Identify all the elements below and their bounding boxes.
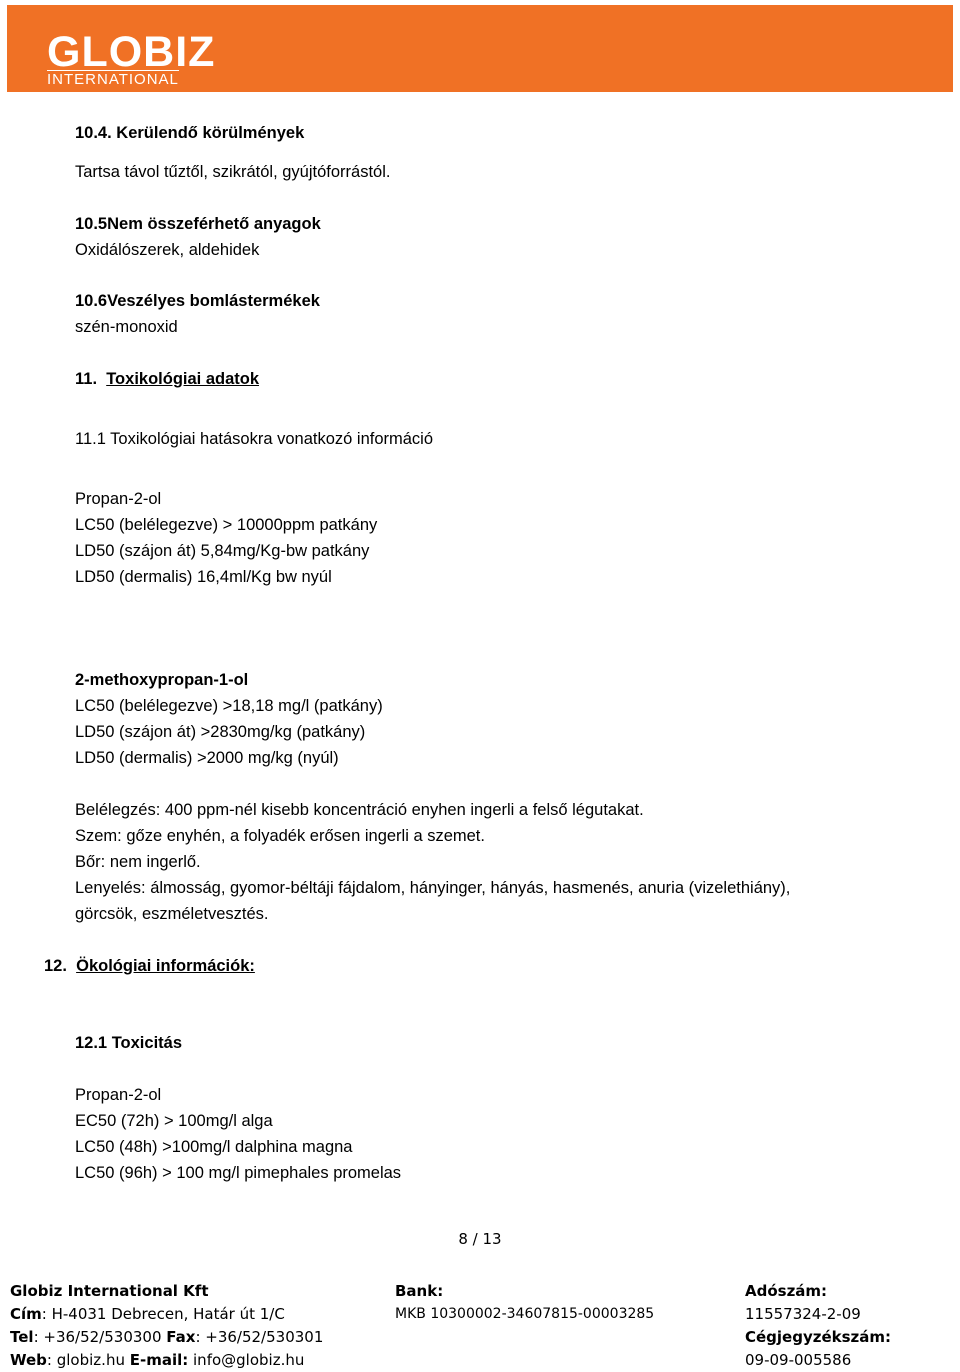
footer-phone-fax: Tel: +36/52/530300 Fax: +36/52/530301 <box>10 1328 324 1346</box>
logo-main-text: GLOBIZ <box>47 28 216 76</box>
header-banner <box>7 5 953 92</box>
effect-line: Lenyelés: álmosság, gyomor-béltáji fájdalom, hányinger, hányás, hasmenés, anuria (vizelethiány), <box>75 879 791 897</box>
section-10-4-heading: 10.4. Kerülendő körülmények <box>75 124 305 142</box>
section-11-number: 11. <box>75 370 98 388</box>
footer-tax-number: 11557324-2-09 <box>745 1305 861 1323</box>
footer-web-email: Web: globiz.hu E-mail: info@globiz.hu <box>10 1351 305 1369</box>
section-10-5-heading: 10.5Nem összeférhető anyagok <box>75 215 321 233</box>
eco-propan-title: Propan-2-ol <box>75 1086 162 1104</box>
footer-reg-number: 09-09-005586 <box>745 1351 852 1369</box>
section-12-number: 12. <box>44 957 67 975</box>
propan-line: LC50 (belélegezve) > 10000ppm patkány <box>75 516 378 534</box>
footer-bank-column <box>395 1280 654 1326</box>
footer-address: Cím: H-4031 Debrecen, Határ út 1/C <box>10 1305 285 1323</box>
effect-line: Szem: gőze enyhén, a folyadék erősen ingerli a szemet. <box>75 827 485 845</box>
section-10-6-text: szén-monoxid <box>75 318 178 336</box>
propan-line: LD50 (dermalis) 16,4ml/Kg bw nyúl <box>75 568 332 586</box>
methoxy-line: LD50 (szájon át) >2830mg/kg (patkány) <box>75 723 366 741</box>
section-10-5-text: Oxidálószerek, aldehidek <box>75 241 260 259</box>
footer-registration-column <box>745 1280 891 1372</box>
effect-line: Bőr: nem ingerlő. <box>75 853 201 871</box>
eco-line: LC50 (48h) >100mg/l dalphina magna <box>75 1138 353 1156</box>
section-12-1-heading: 12.1 Toxicitás <box>75 1034 183 1052</box>
effect-line: görcsök, eszméletvesztés. <box>75 905 269 923</box>
section-10-4-text: Tartsa távol tűztől, szikrától, gyújtóforrástól. <box>75 163 391 181</box>
section-12-heading <box>44 956 255 976</box>
section-11-heading <box>75 369 259 389</box>
section-11-title: Toxikológiai adatok <box>106 370 260 388</box>
methoxy-line: LC50 (belélegezve) >18,18 mg/l (patkány) <box>75 697 383 715</box>
methoxy-title: 2-methoxypropan-1-ol <box>75 671 249 689</box>
section-10-6-heading: 10.6Veszélyes bomlástermékek <box>75 292 320 310</box>
logo-sub-text: INTERNATIONAL <box>47 71 179 88</box>
methoxy-line: LD50 (dermalis) >2000 mg/kg (nyúl) <box>75 749 339 767</box>
footer-company-name: Globiz International Kft <box>10 1282 209 1300</box>
eco-line: LC50 (96h) > 100 mg/l pimephales promelas <box>75 1164 402 1182</box>
globiz-logo <box>47 28 216 88</box>
footer-bank-account: MKB 10300002-34607815-00003285 <box>395 1306 655 1322</box>
page-number: 8 / 13 <box>458 1230 502 1248</box>
effect-line: Belélegzés: 400 ppm-nél kisebb koncentráció enyhen ingerli a felső légutakat. <box>75 801 644 819</box>
eco-line: EC50 (72h) > 100mg/l alga <box>75 1112 273 1130</box>
footer-company-column <box>10 1280 323 1372</box>
footer-tax-label: Adószám: <box>745 1282 828 1300</box>
propan-title: Propan-2-ol <box>75 490 162 508</box>
propan-line: LD50 (szájon át) 5,84mg/Kg-bw patkány <box>75 542 370 560</box>
footer-reg-label: Cégjegyzékszám: <box>745 1328 892 1346</box>
section-11-1-heading: 11.1 Toxikológiai hatásokra vonatkozó információ <box>75 430 434 448</box>
section-12-title: Ökológiai információk: <box>76 957 255 975</box>
footer-bank-label: Bank: <box>395 1282 444 1300</box>
footer <box>10 1280 950 1370</box>
